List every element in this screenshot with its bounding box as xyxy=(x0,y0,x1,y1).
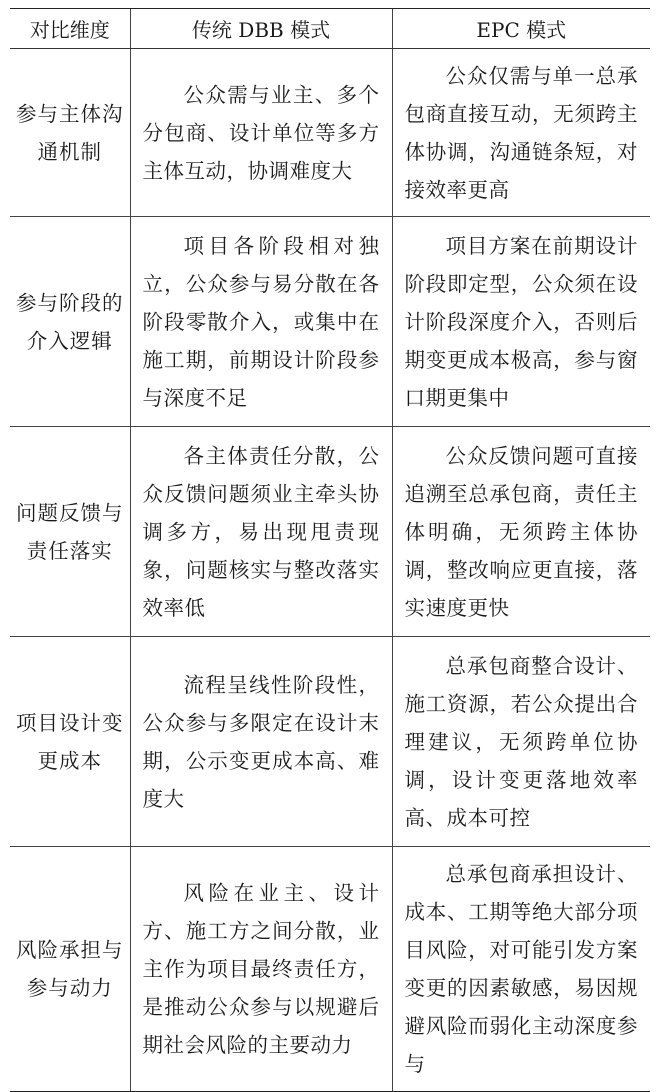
table-row xyxy=(10,847,650,1092)
row-dimension: 风险承担与参与动力 xyxy=(10,847,130,1092)
row-dimension: 参与阶段的介入逻辑 xyxy=(10,217,130,427)
row-epc-cell: 公众反馈问题可直接追溯至总承包商，责任主体明确，无须跨主体协调，整改响应更直接，落实速度更快 xyxy=(392,427,650,637)
header-epc: EPC 模式 xyxy=(392,9,650,49)
row-dimension: 问题反馈与责任落实 xyxy=(10,427,130,637)
row-dbb-cell: 各主体责任分散，公众反馈问题须业主牵头协调多方，易出现甩责现象，问题核实与整改落实效率低 xyxy=(130,427,392,637)
row-dbb-cell: 公众需与业主、多个分包商、设计单位等多方主体互动，协调难度大 xyxy=(130,49,392,217)
table-row xyxy=(10,49,650,217)
row-dimension: 项目设计变更成本 xyxy=(10,637,130,847)
row-epc-cell: 公众仅需与单一总承包商直接互动，无须跨主体协调，沟通链条短，对接效率更高 xyxy=(392,49,650,217)
table-row xyxy=(10,427,650,637)
table-header xyxy=(10,9,650,49)
row-dbb-cell: 流程呈线性阶段性，公众参与多限定在设计末期，公示变更成本高、难度大 xyxy=(130,637,392,847)
header-dbb: 传统 DBB 模式 xyxy=(130,9,392,49)
row-dimension: 参与主体沟通机制 xyxy=(10,49,130,217)
row-dbb-cell: 风险在业主、设计方、施工方之间分散，业主作为项目最终责任方，是推动公众参与以规避后期社会风险的主要动力 xyxy=(130,847,392,1092)
table-row xyxy=(10,217,650,427)
header-dimension: 对比维度 xyxy=(10,9,130,49)
comparison-table xyxy=(10,8,650,1092)
row-epc-cell: 总承包商整合设计、施工资源，若公众提出合理建议，无须跨单位协调，设计变更落地效率高、成本可控 xyxy=(392,637,650,847)
row-epc-cell: 总承包商承担设计、成本、工期等绝大部分项目风险，对可能引发方案变更的因素敏感，易因规避风险而弱化主动深度参与 xyxy=(392,847,650,1092)
table-row xyxy=(10,637,650,847)
row-dbb-cell: 项目各阶段相对独立，公众参与易分散在各阶段零散介入，或集中在施工期，前期设计阶段参与深度不足 xyxy=(130,217,392,427)
table-body xyxy=(10,49,650,1092)
row-epc-cell: 项目方案在前期设计阶段即定型，公众须在设计阶段深度介入，否则后期变更成本极高，参与窗口期更集中 xyxy=(392,217,650,427)
header-row xyxy=(10,9,650,49)
